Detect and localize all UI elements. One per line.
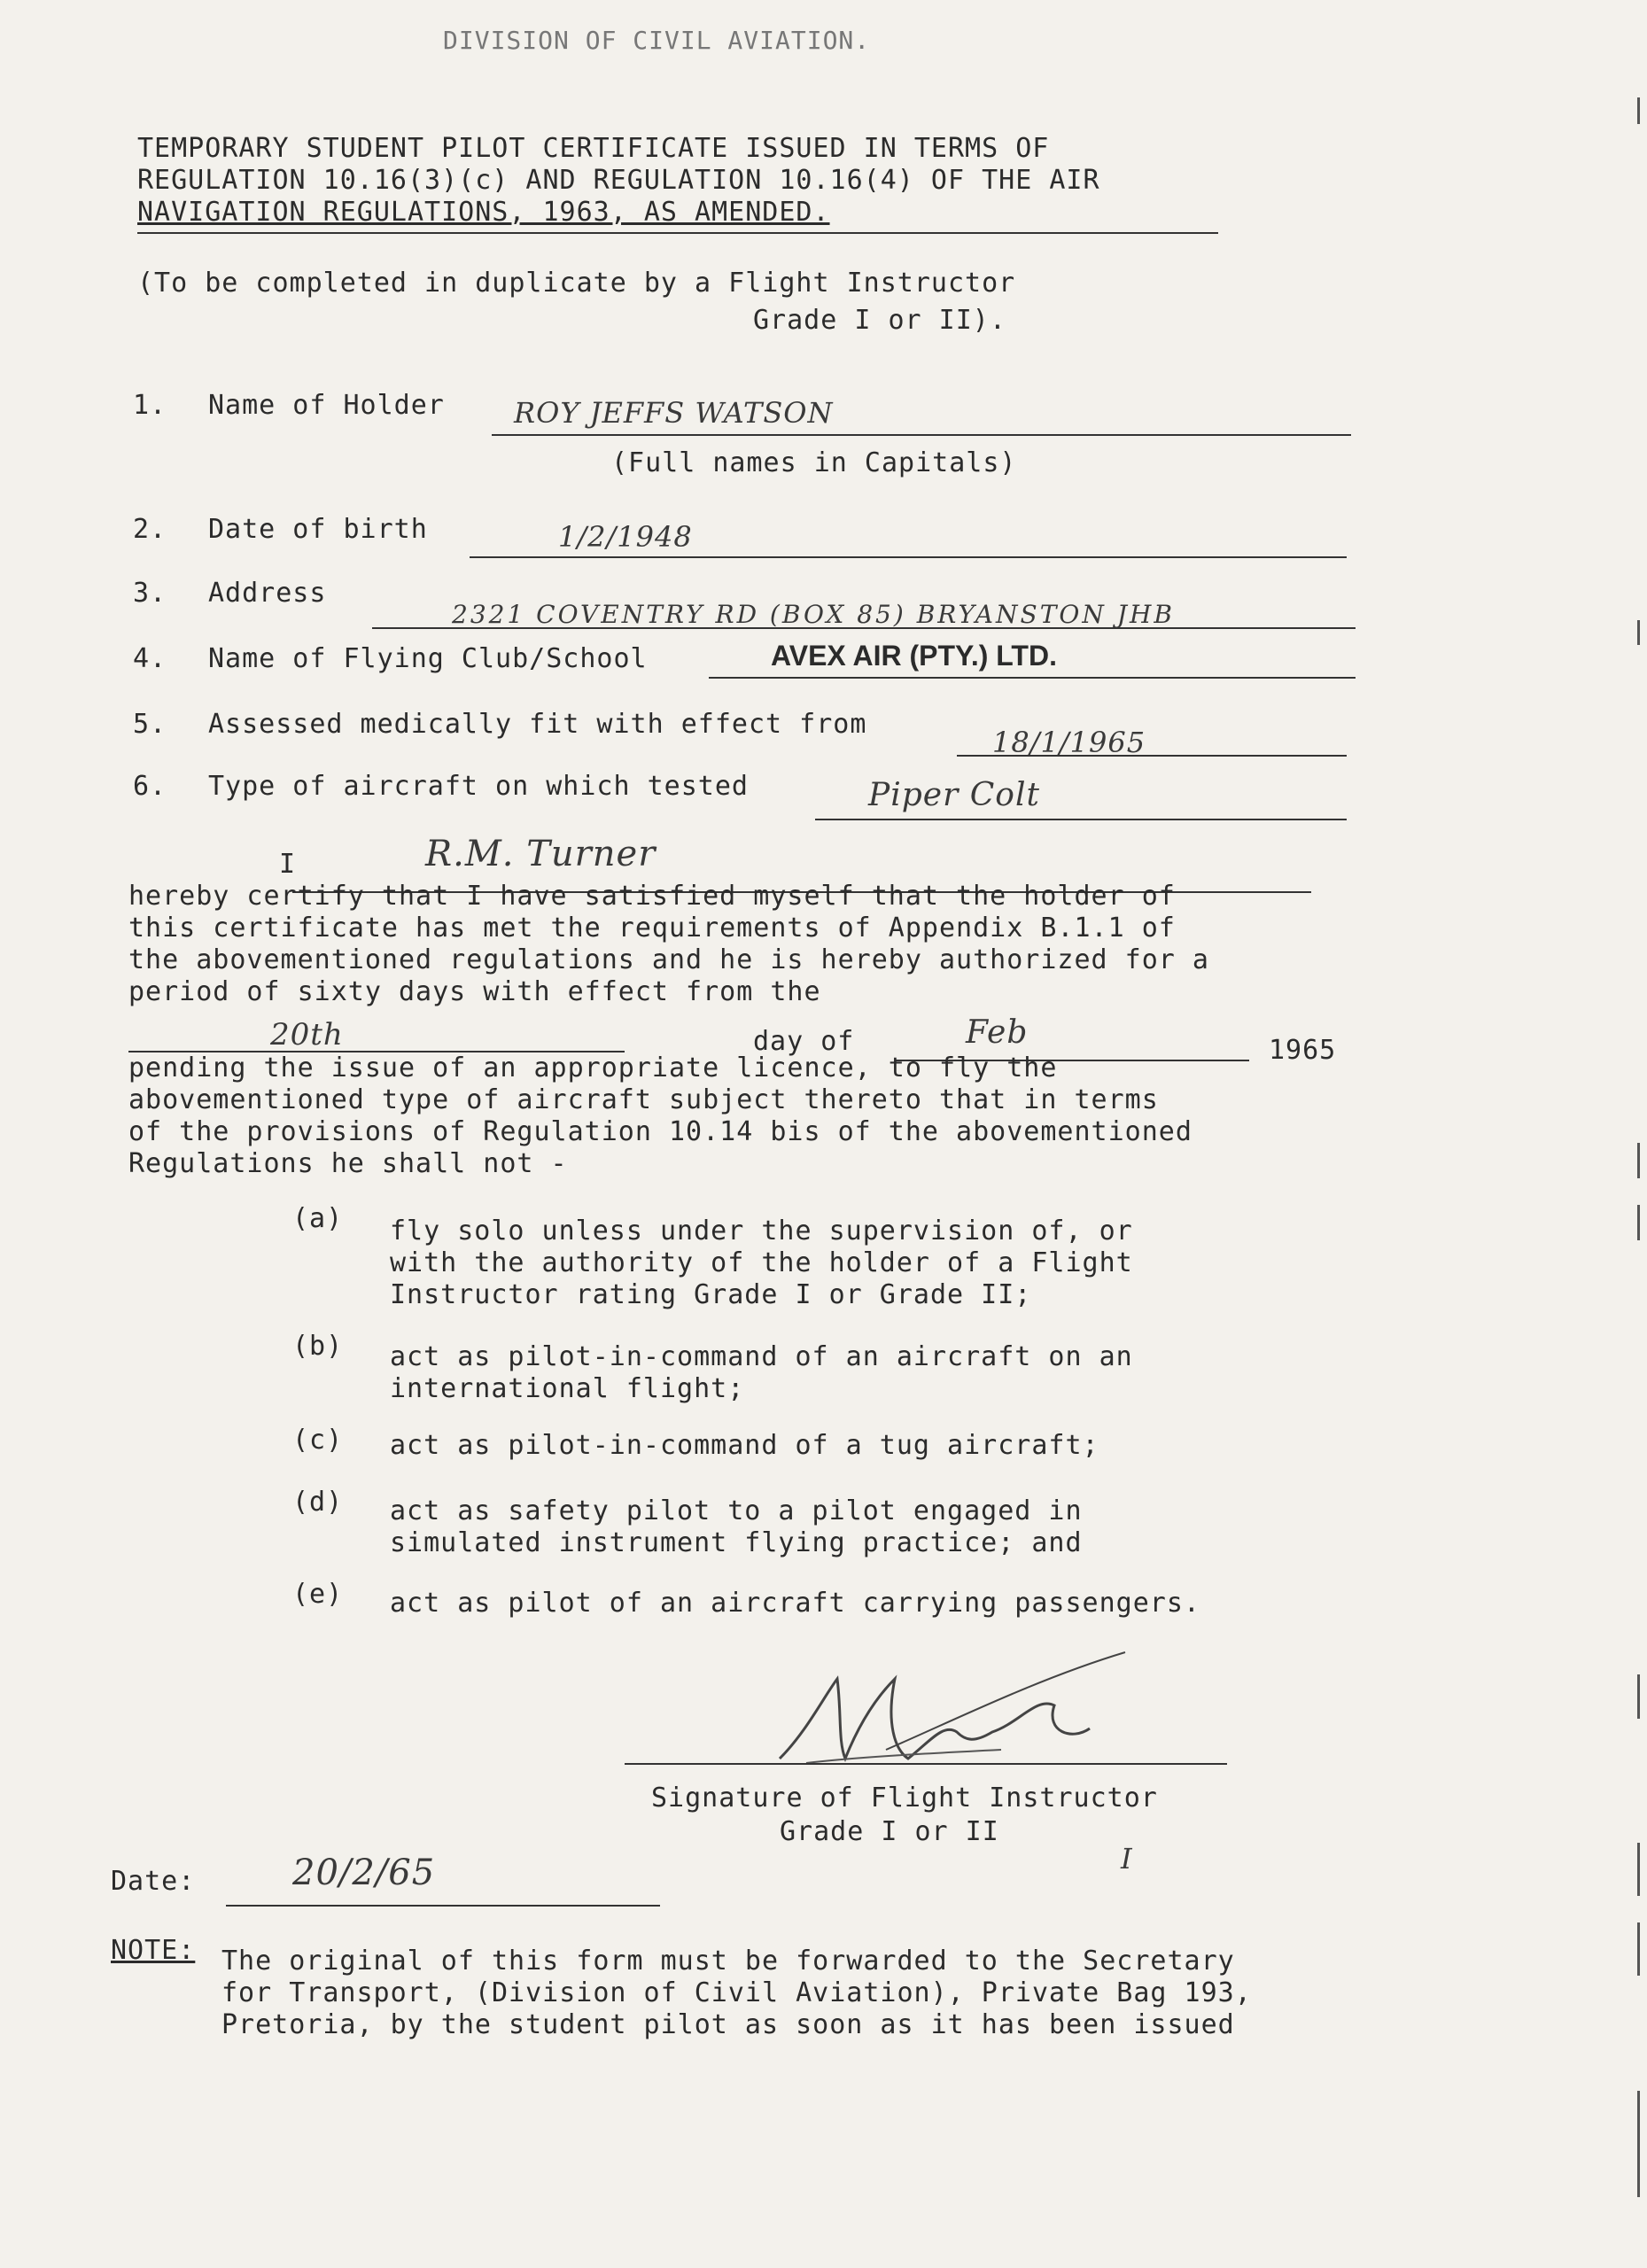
scan-edge-mark [1637, 1922, 1640, 1976]
condition-b-line-2: international flight; [390, 1373, 745, 1404]
holder-name-value: ROY JEFFS WATSON [514, 396, 834, 430]
authorization-day-value: 20th [270, 1017, 344, 1052]
field-3-label: Address [208, 578, 327, 609]
signature-mark: I [1121, 1842, 1133, 1876]
field-1-number: 1. [133, 390, 167, 421]
date-label: Date: [111, 1866, 196, 1897]
condition-b-line-1: act as pilot-in-command of an aircraft on an [390, 1341, 1133, 1372]
field-3-number: 3. [133, 578, 167, 609]
condition-e-line-1: act as pilot of an aircraft carrying passengers. [390, 1588, 1200, 1619]
signature-line [625, 1763, 1227, 1765]
scan-edge-mark [1637, 97, 1640, 124]
note-line-2: for Transport, (Division of Civil Aviation), Private Bag 193, [221, 1977, 1252, 2008]
scan-edge-mark [1637, 620, 1640, 645]
holder-name-note: (Full names in Capitals) [611, 447, 1017, 478]
condition-d-letter: (d) [292, 1487, 344, 1518]
title-line-2: REGULATION 10.16(3)(c) AND REGULATION 10.16(4) OF THE AIR [137, 165, 1100, 196]
condition-a-line-2: with the authority of the holder of a Flight [390, 1247, 1133, 1278]
instruction-line-1: (To be completed in duplicate by a Flight Instructor [137, 268, 1016, 299]
instruction-line-2: Grade I or II). [753, 305, 1006, 336]
note-line-3: Pretoria, by the student pilot as soon as it has been issued [221, 2009, 1235, 2040]
scan-edge-mark [1637, 1205, 1640, 1240]
certify-i: I [279, 849, 297, 880]
note-label: NOTE: [111, 1935, 196, 1966]
aircraft-type-line [815, 819, 1347, 820]
medical-fit-line [957, 755, 1347, 757]
condition-d-line-1: act as safety pilot to a pilot engaged in [390, 1495, 1083, 1526]
condition-e-letter: (e) [292, 1579, 344, 1610]
condition-a-line-1: fly solo unless under the supervision of, or [390, 1216, 1133, 1247]
condition-d-line-2: simulated instrument flying practice; and [390, 1527, 1083, 1558]
signature-caption-1: Signature of Flight Instructor [651, 1783, 1158, 1814]
field-4-label: Name of Flying Club/School [208, 643, 648, 674]
certify-line-2: this certificate has met the requirements of Appendix B.1.1 of [128, 913, 1176, 944]
authorization-year-value: 1965 [1269, 1035, 1337, 1066]
field-5-number: 5. [133, 709, 167, 740]
condition-b-letter: (b) [292, 1331, 344, 1362]
condition-a-letter: (a) [292, 1203, 344, 1234]
condition-c-letter: (c) [292, 1425, 344, 1456]
certify-line-6: abovementioned type of aircraft subject thereto that in terms [128, 1084, 1159, 1115]
field-1-label: Name of Holder [208, 390, 445, 421]
scan-edge-mark [1637, 1143, 1640, 1178]
scan-edge-mark [1637, 1674, 1640, 1719]
signature-caption-2: Grade I or II [780, 1816, 999, 1847]
title-line-3: NAVIGATION REGULATIONS, 1963, AS AMENDED. [137, 197, 830, 228]
flying-club-value: AVEX AIR (PTY.) LTD. [771, 640, 1057, 672]
field-2-label: Date of birth [208, 514, 428, 545]
condition-a-line-3: Instructor rating Grade I or Grade II; [390, 1279, 1032, 1310]
date-of-birth-line [470, 556, 1347, 558]
certify-line-8: Regulations he shall not - [128, 1148, 568, 1179]
scan-edge-mark [1637, 1843, 1640, 1896]
field-4-number: 4. [133, 643, 167, 674]
certify-line-1: hereby certify that I have satisfied myself that the holder of [128, 881, 1176, 912]
certify-line-7: of the provisions of Regulation 10.14 bis of the abovementioned [128, 1116, 1193, 1147]
field-5-label: Assessed medically fit with effect from [208, 709, 867, 740]
condition-c-line-1: act as pilot-in-command of a tug aircraft; [390, 1430, 1099, 1461]
instructor-name-handwritten: R.M. Turner [425, 834, 656, 874]
aircraft-type-value: Piper Colt [868, 777, 1040, 813]
address-line [372, 627, 1356, 629]
day-of-label: day of [753, 1026, 855, 1057]
date-line [226, 1905, 660, 1907]
scan-edge-mark [1637, 2091, 1640, 2197]
certify-line-5: pending the issue of an appropriate licence, to fly the [128, 1052, 1058, 1084]
address-value: 2321 COVENTRY RD (BOX 85) BRYANSTON JHB [452, 600, 1175, 629]
authorization-month-value: Feb [966, 1014, 1029, 1051]
certify-line-4: period of sixty days with effect from the [128, 976, 821, 1007]
certify-line-3: the abovementioned regulations and he is hereby authorized for a [128, 944, 1209, 975]
holder-name-line [492, 434, 1351, 436]
title-underline [137, 232, 1218, 234]
note-line-1: The original of this form must be forwarded to the Secretary [221, 1946, 1235, 1977]
date-of-birth-value: 1/2/1948 [558, 520, 693, 554]
field-6-number: 6. [133, 771, 167, 802]
title-line-1: TEMPORARY STUDENT PILOT CERTIFICATE ISSUED IN TERMS OF [137, 133, 1050, 164]
flying-club-line [709, 677, 1356, 679]
field-2-number: 2. [133, 514, 167, 545]
medical-fit-value: 18/1/1965 [992, 726, 1146, 759]
date-value: 20/2/65 [292, 1852, 436, 1893]
division-header: DIVISION OF CIVIL AVIATION. [443, 26, 871, 55]
field-6-label: Type of aircraft on which tested [208, 771, 749, 802]
